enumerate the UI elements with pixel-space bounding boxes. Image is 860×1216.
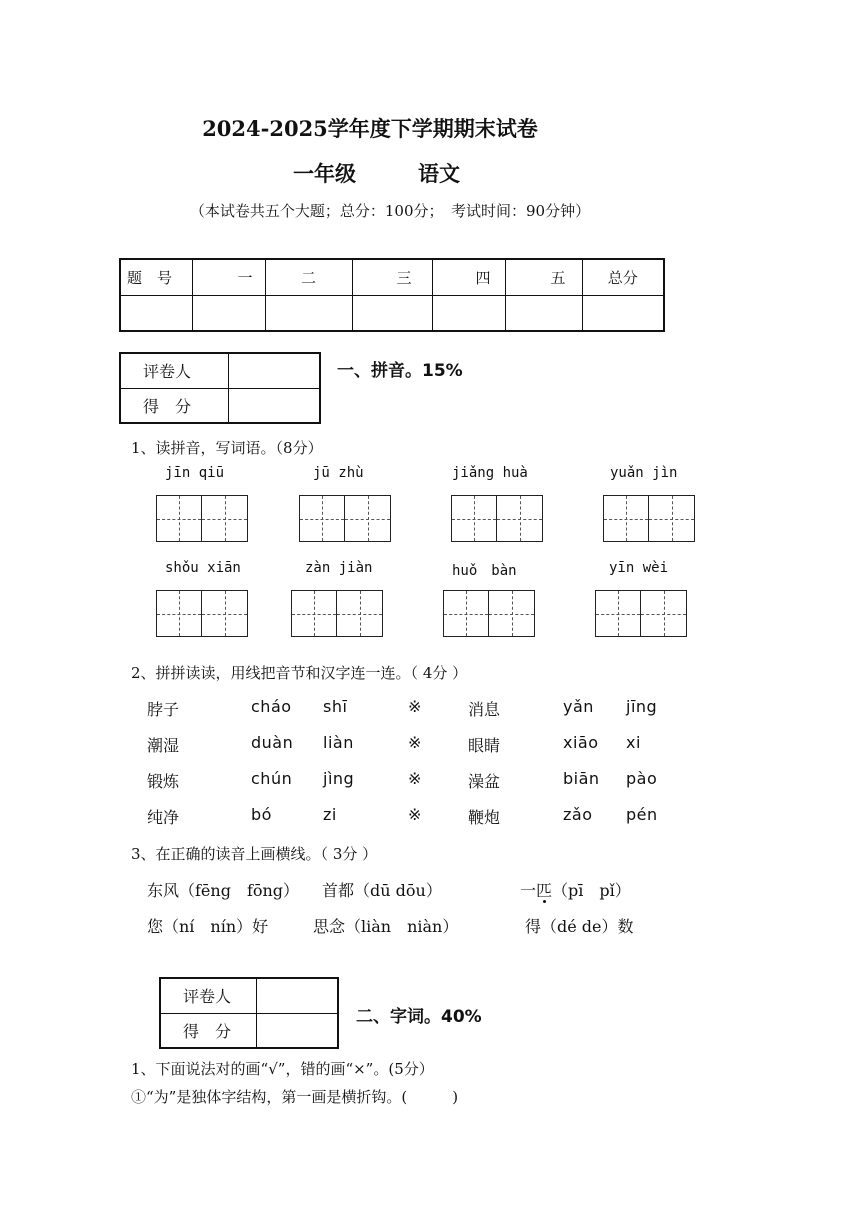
match-syllable[interactable]: pén [626, 805, 658, 824]
reviewer-label: 评卷人 [160, 978, 256, 1013]
section1-heading: 一、拼音。15% [337, 361, 463, 381]
match-syllable[interactable]: bó [251, 805, 272, 824]
q3-item: 东风（fēng fōng） [147, 881, 300, 900]
dotted-char: 匹 [536, 881, 553, 900]
score-header-cell: 四 [432, 259, 505, 295]
q2-prompt: 2、拼拼读读，用线把音节和汉字连一连。（ 4分 ） [131, 664, 468, 682]
match-word[interactable]: 脖子 [147, 700, 180, 719]
writing-cell[interactable] [596, 591, 641, 636]
writing-cell[interactable] [604, 496, 649, 541]
score-blank-cell[interactable] [505, 295, 582, 331]
match-word[interactable]: 潮湿 [147, 736, 180, 755]
writing-cell[interactable] [337, 591, 382, 636]
writing-cell[interactable] [345, 496, 390, 541]
grade-subject [293, 158, 460, 188]
writing-cell[interactable] [292, 591, 337, 636]
score-table-header-row [120, 259, 664, 295]
pinyin-label: jīn qiū [165, 465, 225, 481]
match-syllable[interactable]: xi [626, 733, 641, 752]
s2-q1-prompt: 1、下面说法对的画“√”，错的画“×”。(5分） [131, 1060, 434, 1078]
score-blank-cell[interactable] [120, 295, 192, 331]
writing-grid [595, 590, 687, 637]
pinyin-label: huǒ bàn [452, 563, 517, 579]
match-word[interactable]: 消息 [468, 700, 501, 719]
score-header-cell: 总分 [582, 259, 664, 295]
writing-cell[interactable] [489, 591, 534, 636]
score-table [119, 258, 665, 332]
score-table-blank-row [120, 295, 664, 331]
exam-note: （本试卷共五个大题；总分：100分； 考试时间：90分钟） [189, 202, 591, 220]
q3-item: 一匹（pī pǐ） [520, 881, 631, 900]
score-blank-cell[interactable] [432, 295, 505, 331]
grade-label: 一年级 [293, 161, 356, 186]
writing-cell[interactable] [157, 591, 202, 636]
pinyin-label: zàn jiàn [305, 560, 373, 576]
writing-cell[interactable] [641, 591, 686, 636]
match-syllable[interactable]: shī [323, 697, 348, 716]
match-word[interactable]: 鞭炮 [468, 808, 501, 827]
pinyin-label: yuǎn jìn [610, 465, 678, 481]
writing-cell[interactable] [497, 496, 542, 541]
score-field[interactable] [256, 1013, 338, 1048]
score-label: 得 分 [160, 1013, 256, 1048]
writing-cell[interactable] [452, 496, 497, 541]
match-marker-icon: ※ [408, 769, 422, 788]
pinyin-label: shǒu xiān [165, 560, 241, 576]
subject-label: 语文 [418, 161, 460, 186]
writing-cell[interactable] [649, 496, 694, 541]
q3-item: 得（dé de）数 [525, 917, 634, 936]
match-syllable[interactable]: zi [323, 805, 337, 824]
writing-grid [299, 495, 391, 542]
match-syllable[interactable]: xiāo [563, 733, 599, 752]
score-header-cell: 二 [265, 259, 352, 295]
match-syllable[interactable]: biān [563, 769, 600, 788]
match-syllable[interactable]: jīng [626, 697, 658, 716]
score-header-cell: 三 [352, 259, 432, 295]
q3-item: 首都（dū dōu） [322, 881, 442, 900]
match-syllable[interactable]: zǎo [563, 805, 593, 824]
reviewer-field[interactable] [256, 978, 338, 1013]
match-marker-icon: ※ [408, 697, 422, 716]
score-field[interactable] [228, 388, 320, 423]
match-syllable[interactable]: chún [251, 769, 293, 788]
reviewer-label: 评卷人 [120, 353, 228, 388]
writing-grid [156, 590, 248, 637]
score-header-cell: 题 号 [120, 259, 192, 295]
writing-cell[interactable] [300, 496, 345, 541]
writing-cell[interactable] [202, 591, 247, 636]
score-label: 得 分 [120, 388, 228, 423]
writing-grid [451, 495, 543, 542]
writing-grid [603, 495, 695, 542]
score-blank-cell[interactable] [352, 295, 432, 331]
score-blank-cell[interactable] [265, 295, 352, 331]
reviewer-field[interactable] [228, 353, 320, 388]
match-syllable[interactable]: pào [626, 769, 658, 788]
score-blank-cell[interactable] [192, 295, 265, 331]
score-header-cell: 五 [505, 259, 582, 295]
writing-cell[interactable] [157, 496, 202, 541]
writing-cell[interactable] [202, 496, 247, 541]
pinyin-label: jū zhù [313, 465, 364, 481]
q3-item: 思念（liàn niàn） [313, 917, 459, 936]
pinyin-label: yīn wèi [609, 560, 669, 576]
s2-q1-item[interactable]: ①“为”是独体字结构，第一画是横折钩。( ) [131, 1088, 459, 1106]
writing-grid [443, 590, 535, 637]
grader-box-1 [119, 352, 321, 424]
score-header-cell: 一 [192, 259, 265, 295]
section2-heading: 二、字词。40% [356, 1007, 482, 1027]
exam-title: 2024-2025学年度下学期期末试卷 [202, 116, 538, 141]
q3-item: 您（ní nín）好 [147, 917, 269, 936]
match-marker-icon: ※ [408, 733, 422, 752]
match-syllable[interactable]: cháo [251, 697, 292, 716]
writing-grid [156, 495, 248, 542]
match-marker-icon: ※ [408, 805, 422, 824]
writing-cell[interactable] [444, 591, 489, 636]
match-word[interactable]: 澡盆 [468, 772, 501, 791]
match-syllable[interactable]: liàn [323, 733, 354, 752]
match-syllable[interactable]: duàn [251, 733, 294, 752]
grader-box-2 [159, 977, 339, 1049]
match-word[interactable]: 眼睛 [468, 736, 501, 755]
q1-prompt: 1、读拼音，写词语。（8分） [131, 439, 323, 457]
match-syllable[interactable]: yǎn [563, 697, 594, 716]
q3-prompt: 3、在正确的读音上画横线。（ 3分 ） [131, 845, 378, 863]
writing-grid [291, 590, 383, 637]
match-word[interactable]: 锻炼 [147, 772, 180, 791]
match-syllable[interactable]: jìng [323, 769, 355, 788]
pinyin-label: jiǎng huà [452, 465, 528, 481]
match-word[interactable]: 纯净 [147, 808, 180, 827]
score-blank-cell[interactable] [582, 295, 664, 331]
